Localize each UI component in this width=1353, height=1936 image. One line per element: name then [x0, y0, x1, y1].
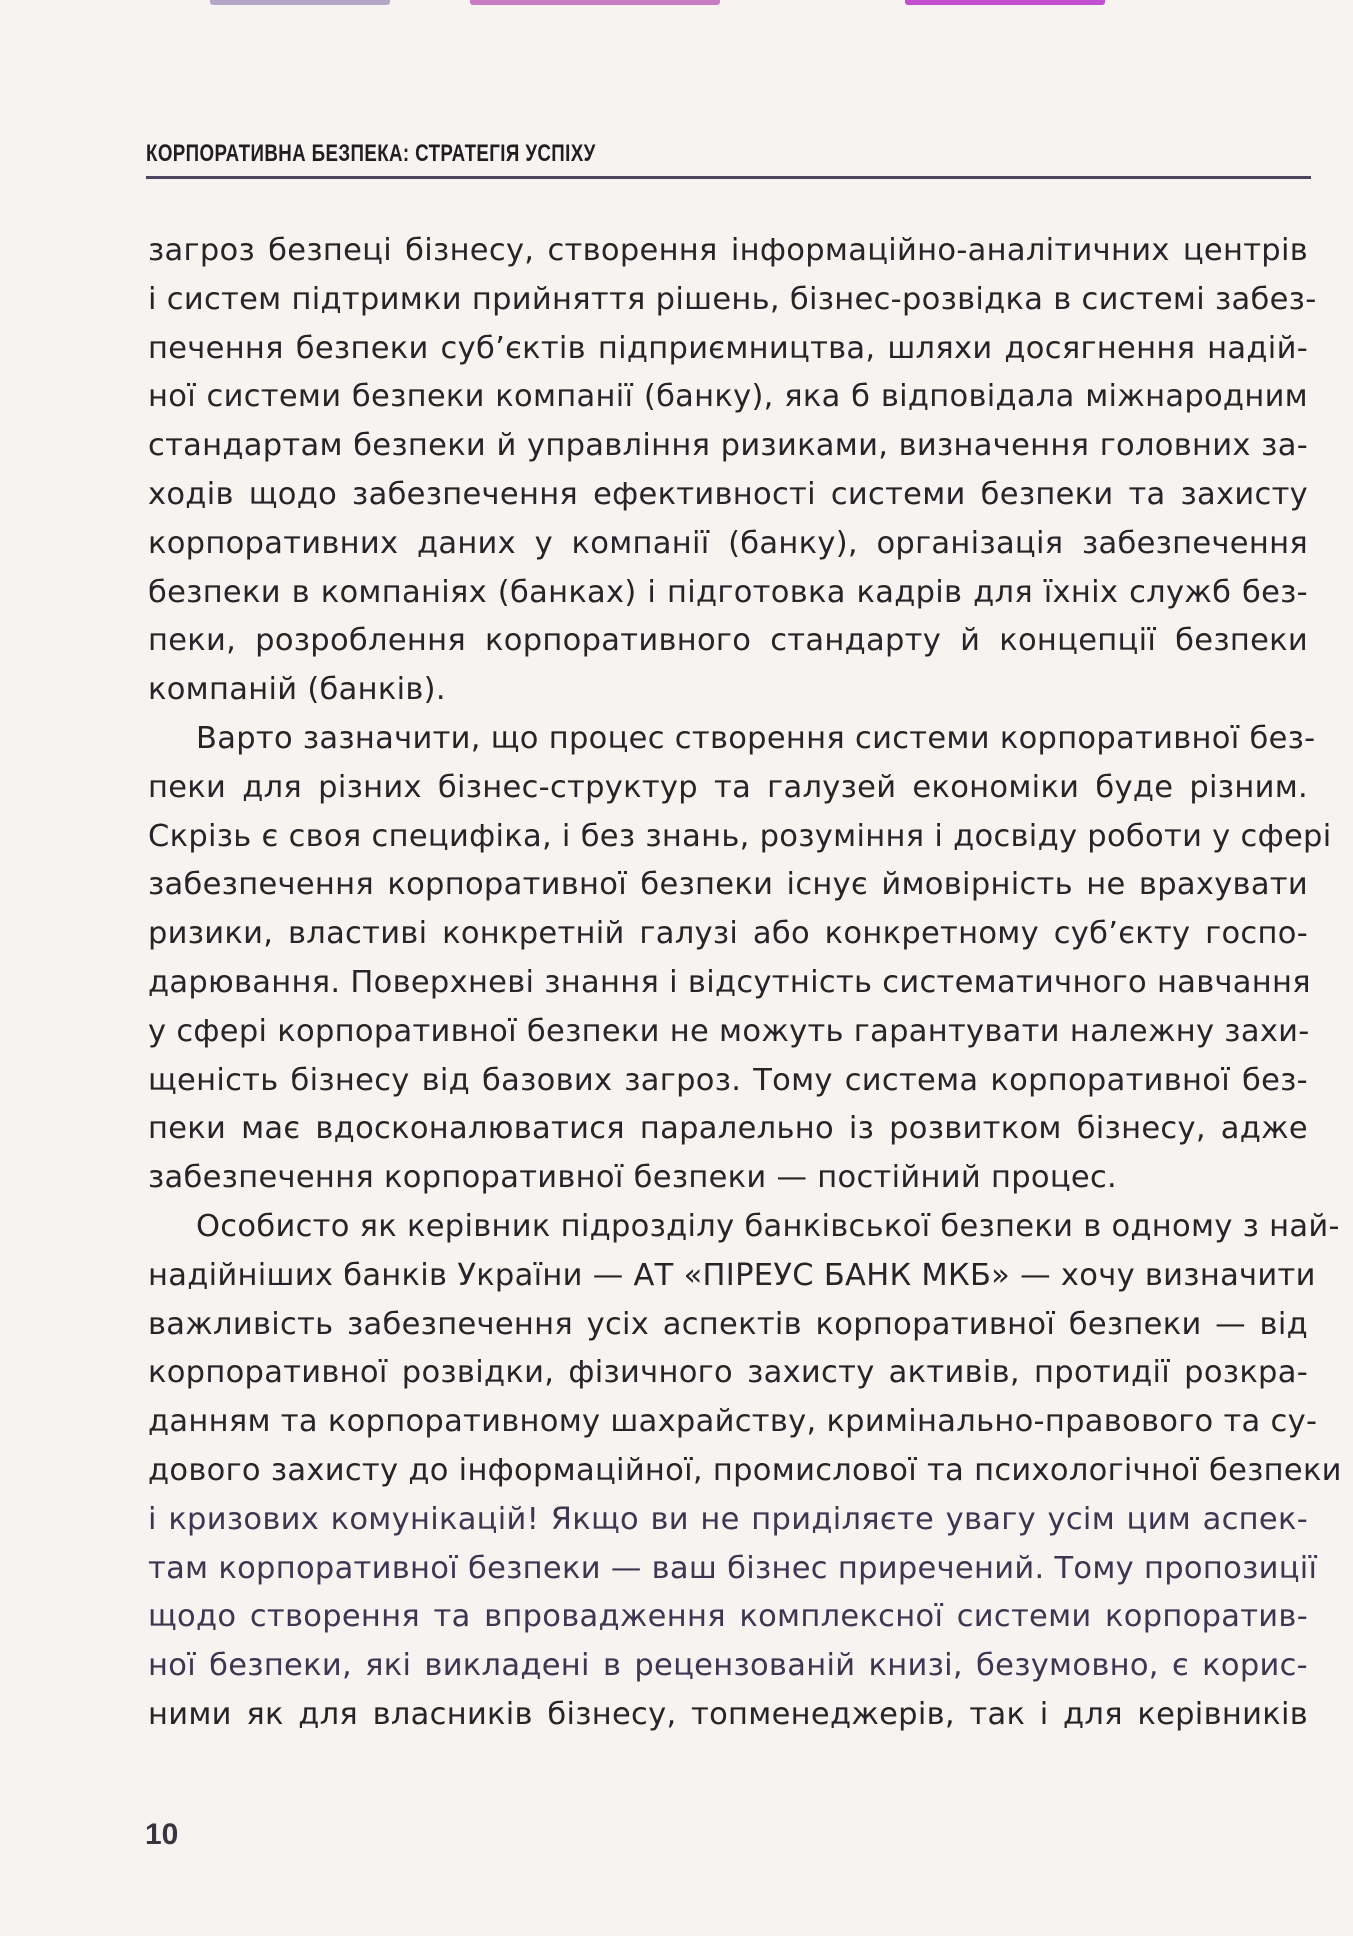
running-header: КОРПОРАТИВНА БЕЗПЕКА: СТРАТЕГІЯ УСПІХУ — [146, 140, 596, 167]
color-mark — [210, 0, 390, 5]
top-edge-color-marks — [0, 0, 1353, 8]
color-mark — [470, 0, 720, 5]
text-line: стандартам безпеки й управління ризиками, визначення головних за- — [148, 428, 1308, 464]
text-line: ходів щодо забезпечення ефективності системи безпеки та захисту — [148, 476, 1308, 512]
text-line: пеки, розроблення корпоративного стандарту й концепції безпеки — [148, 623, 1308, 659]
text-line: забезпечення корпоративної безпеки — постійний процес. — [148, 1160, 1118, 1196]
page-number: 10 — [145, 1818, 179, 1851]
text-line: щодо створення та впровадження комплексної системи корпоратив- — [148, 1599, 1308, 1635]
text-line: безпеки в компаніях (банках) і підготовка кадрів для їхніх служб без- — [148, 574, 1308, 610]
text-line: надійніших банків України — АТ «ПІРЕУС БАНК МКБ» — хочу визначити — [148, 1257, 1316, 1293]
text-line: ної системи безпеки компанії (банку), яка б відповідала міжнародним — [148, 379, 1308, 415]
text-line: ної безпеки, які викладені в рецензованій книзі, безумовно, є корис- — [148, 1648, 1308, 1684]
text-line: забезпечення корпоративної безпеки існує ймовірність не врахувати — [148, 867, 1308, 903]
text-line: корпоративної розвідки, фізичного захисту активів, протидії розкра- — [148, 1355, 1308, 1391]
text-line: щеність бізнесу від базових загроз. Тому система корпоративної без- — [148, 1062, 1308, 1098]
text-line: Скрізь є своя специфіка, і без знань, розуміння і досвіду роботи у сфері — [148, 818, 1332, 854]
text-line: важливість забезпечення усіх аспектів корпоративної безпеки — від — [148, 1306, 1308, 1342]
text-line: і систем підтримки прийняття рішень, бізнес-розвідка в системі забез- — [148, 281, 1317, 317]
text-line: корпоративних даних у компанії (банку), організація забезпечення — [148, 525, 1308, 561]
text-line: пеки має вдосконалюватися паралельно із розвитком бізнесу, адже — [148, 1111, 1308, 1147]
text-line: компаній (банків). — [148, 672, 446, 708]
text-line: ними як для власників бізнесу, топменеджерів, так і для керівників — [148, 1696, 1308, 1732]
header-rule — [146, 176, 1311, 179]
text-line: печення безпеки суб’єктів підприємництва, шляхи досягнення надій- — [148, 330, 1308, 366]
text-line: у сфері корпоративної безпеки не можуть гарантувати належну захи- — [148, 1013, 1310, 1049]
text-line: загроз безпеці бізнесу, створення інформаційно-аналітичних центрів — [148, 233, 1308, 268]
text-line: там корпоративної безпеки — ваш бізнес приречений. Тому пропозиції — [148, 1550, 1318, 1586]
color-mark — [905, 0, 1105, 5]
body-text — [148, 227, 1342, 1740]
text-line: пеки для різних бізнес-структур та галузей економіки буде різним. — [148, 769, 1308, 805]
text-line: Варто зазначити, що процес створення системи корпоративної без- — [196, 720, 1316, 756]
text-line: Особисто як керівник підрозділу банківської безпеки в одному з най- — [196, 1208, 1340, 1244]
text-line: данням та корпоративному шахрайству, кримінально-правового та су- — [148, 1404, 1318, 1440]
text-line: ризики, властиві конкретній галузі або конкретному суб’єкту госпо- — [148, 916, 1308, 952]
text-line: і кризових комунікацій! Якщо ви не приділяєте увагу усім цим аспек- — [148, 1501, 1308, 1537]
text-line: дового захисту до інформаційної, промислової та психологічної безпеки — [148, 1452, 1342, 1488]
text-line: дарювання. Поверхневі знання і відсутність систематичного навчання — [148, 964, 1311, 1000]
